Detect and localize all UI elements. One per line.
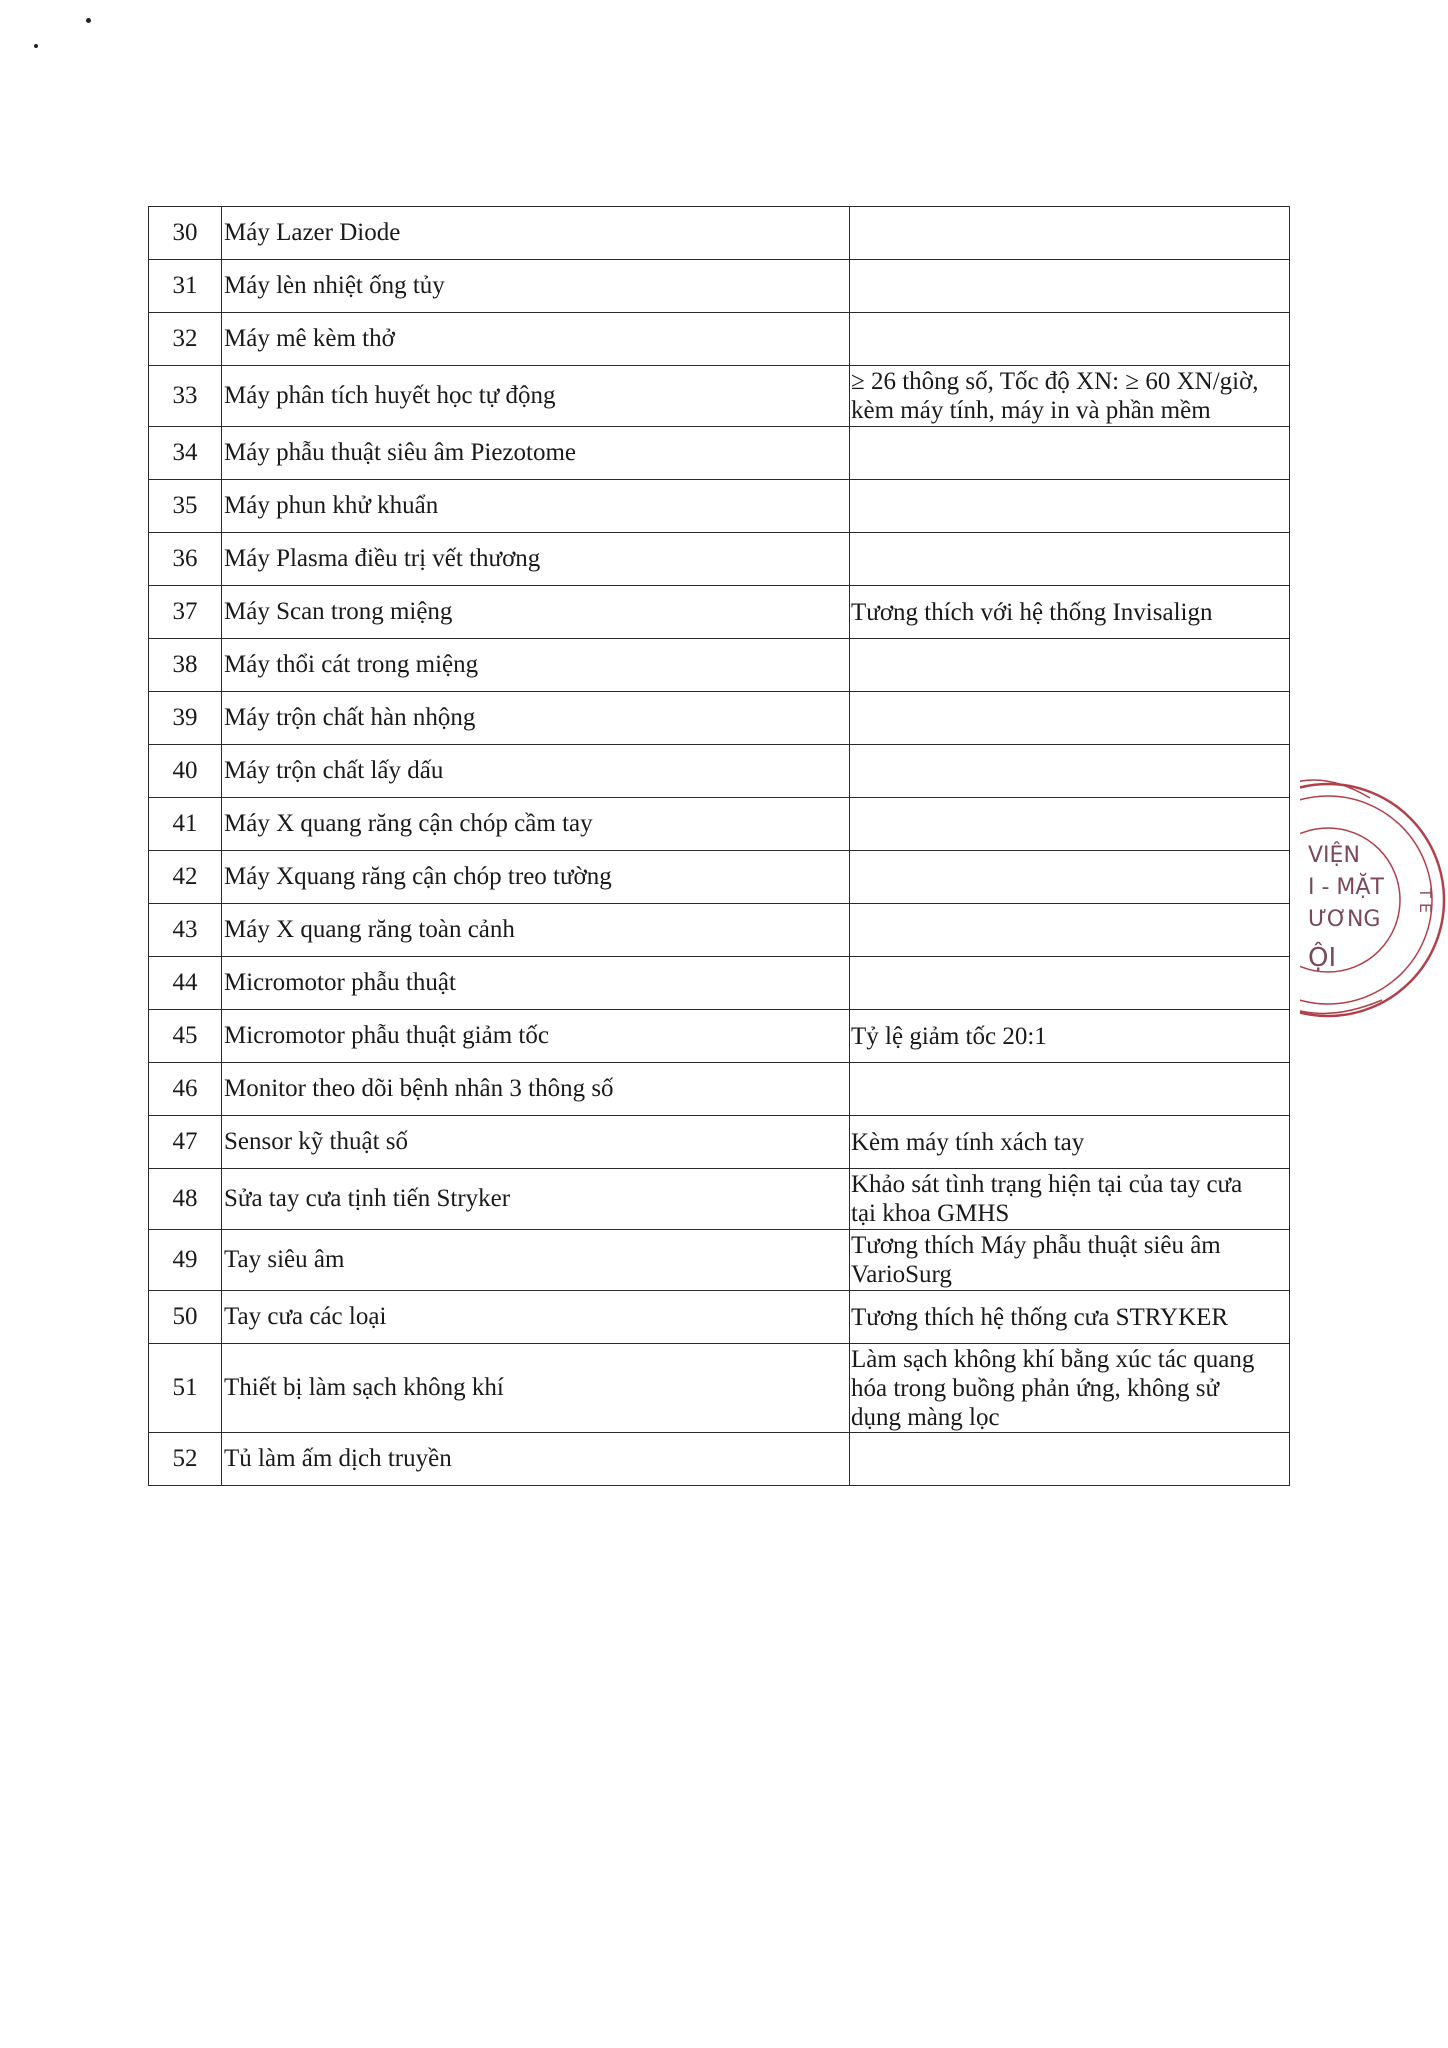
row-number: 30 bbox=[149, 207, 222, 260]
table-row bbox=[149, 1010, 1290, 1063]
row-number: 52 bbox=[149, 1433, 222, 1486]
equipment-name: Máy Lazer Diode bbox=[222, 207, 850, 260]
equipment-name: Monitor theo dõi bệnh nhân 3 thông số bbox=[222, 1063, 850, 1116]
row-number: 43 bbox=[149, 904, 222, 957]
table-row bbox=[149, 533, 1290, 586]
row-number: 48 bbox=[149, 1169, 222, 1230]
equipment-note bbox=[850, 1063, 1290, 1116]
equipment-name: Máy X quang răng cận chóp cầm tay bbox=[222, 798, 850, 851]
equipment-name: Máy Plasma điều trị vết thương bbox=[222, 533, 850, 586]
stamp-line: VIỆN bbox=[1308, 843, 1360, 868]
equipment-note: Làm sạch không khí bằng xúc tác quang hóa trong buồng phản ứng, không sử dụng màng lọc bbox=[850, 1344, 1290, 1433]
row-number: 49 bbox=[149, 1230, 222, 1291]
row-number: 31 bbox=[149, 260, 222, 313]
row-number: 47 bbox=[149, 1116, 222, 1169]
table-row bbox=[149, 1169, 1290, 1230]
table-row bbox=[149, 207, 1290, 260]
equipment-note: ≥ 26 thông số, Tốc độ XN: ≥ 60 XN/giờ, kèm máy tính, máy in và phần mềm bbox=[850, 366, 1290, 427]
equipment-note bbox=[850, 798, 1290, 851]
equipment-note bbox=[850, 260, 1290, 313]
equipment-name: Máy thổi cát trong miệng bbox=[222, 639, 850, 692]
table-row bbox=[149, 798, 1290, 851]
equipment-note bbox=[850, 692, 1290, 745]
equipment-name: Máy trộn chất hàn nhộng bbox=[222, 692, 850, 745]
row-number: 36 bbox=[149, 533, 222, 586]
equipment-name: Máy Xquang răng cận chóp treo tường bbox=[222, 851, 850, 904]
equipment-note bbox=[850, 313, 1290, 366]
row-number: 42 bbox=[149, 851, 222, 904]
equipment-note bbox=[850, 957, 1290, 1010]
stamp-line: ỘI bbox=[1308, 943, 1337, 973]
table-row bbox=[149, 366, 1290, 427]
equipment-note: Tương thích hệ thống cưa STRYKER bbox=[850, 1291, 1290, 1344]
stamp-line: ƯƠNG bbox=[1308, 907, 1381, 932]
equipment-name: Máy trộn chất lấy dấu bbox=[222, 745, 850, 798]
equipment-note bbox=[850, 904, 1290, 957]
equipment-name: Sensor kỹ thuật số bbox=[222, 1116, 850, 1169]
table-row bbox=[149, 427, 1290, 480]
equipment-name: Máy lèn nhiệt ống tủy bbox=[222, 260, 850, 313]
table-row bbox=[149, 957, 1290, 1010]
equipment-name: Tay siêu âm bbox=[222, 1230, 850, 1291]
official-stamp bbox=[1300, 770, 1448, 1040]
table-row bbox=[149, 851, 1290, 904]
row-number: 35 bbox=[149, 480, 222, 533]
equipment-name: Tay cưa các loại bbox=[222, 1291, 850, 1344]
table-row bbox=[149, 639, 1290, 692]
equipment-note bbox=[850, 427, 1290, 480]
row-number: 41 bbox=[149, 798, 222, 851]
table-row bbox=[149, 1344, 1290, 1433]
table-row bbox=[149, 1433, 1290, 1486]
table-row bbox=[149, 1116, 1290, 1169]
equipment-table bbox=[148, 206, 1290, 1486]
table-row bbox=[149, 904, 1290, 957]
row-number: 46 bbox=[149, 1063, 222, 1116]
table-row bbox=[149, 692, 1290, 745]
equipment-note: Tỷ lệ giảm tốc 20:1 bbox=[850, 1010, 1290, 1063]
equipment-name: Micromotor phẫu thuật giảm tốc bbox=[222, 1010, 850, 1063]
stamp-line: I - MẶT bbox=[1308, 875, 1384, 900]
row-number: 33 bbox=[149, 366, 222, 427]
equipment-name: Máy phun khử khuẩn bbox=[222, 480, 850, 533]
equipment-note bbox=[850, 207, 1290, 260]
equipment-name: Máy X quang răng toàn cảnh bbox=[222, 904, 850, 957]
table-row bbox=[149, 1291, 1290, 1344]
equipment-note bbox=[850, 745, 1290, 798]
row-number: 34 bbox=[149, 427, 222, 480]
equipment-note bbox=[850, 480, 1290, 533]
row-number: 51 bbox=[149, 1344, 222, 1433]
equipment-note: Khảo sát tình trạng hiện tại của tay cưa tại khoa GMHS bbox=[850, 1169, 1290, 1230]
row-number: 32 bbox=[149, 313, 222, 366]
table-row bbox=[149, 480, 1290, 533]
equipment-note: Kèm máy tính xách tay bbox=[850, 1116, 1290, 1169]
table-row bbox=[149, 1230, 1290, 1291]
table-row bbox=[149, 745, 1290, 798]
table-row bbox=[149, 313, 1290, 366]
equipment-name: Máy Scan trong miệng bbox=[222, 586, 850, 639]
equipment-name: Micromotor phẫu thuật bbox=[222, 957, 850, 1010]
row-number: 39 bbox=[149, 692, 222, 745]
equipment-note bbox=[850, 533, 1290, 586]
stamp-side-text: T E bbox=[1416, 888, 1435, 913]
row-number: 40 bbox=[149, 745, 222, 798]
equipment-name: Máy phân tích huyết học tự động bbox=[222, 366, 850, 427]
row-number: 38 bbox=[149, 639, 222, 692]
row-number: 44 bbox=[149, 957, 222, 1010]
equipment-name: Tủ làm ấm dịch truyền bbox=[222, 1433, 850, 1486]
row-number: 45 bbox=[149, 1010, 222, 1063]
equipment-name: Sửa tay cưa tịnh tiến Stryker bbox=[222, 1169, 850, 1230]
equipment-name: Thiết bị làm sạch không khí bbox=[222, 1344, 850, 1433]
equipment-name: Máy phẫu thuật siêu âm Piezotome bbox=[222, 427, 850, 480]
equipment-note: Tương thích Máy phẫu thuật siêu âm VarioSurg bbox=[850, 1230, 1290, 1291]
equipment-note bbox=[850, 851, 1290, 904]
scan-speck bbox=[34, 44, 38, 48]
equipment-note bbox=[850, 639, 1290, 692]
table-row bbox=[149, 1063, 1290, 1116]
row-number: 50 bbox=[149, 1291, 222, 1344]
row-number: 37 bbox=[149, 586, 222, 639]
scan-speck bbox=[86, 18, 91, 23]
equipment-note: Tương thích với hệ thống Invisalign bbox=[850, 586, 1290, 639]
equipment-note bbox=[850, 1433, 1290, 1486]
table-row bbox=[149, 586, 1290, 639]
equipment-name: Máy mê kèm thở bbox=[222, 313, 850, 366]
table-row bbox=[149, 260, 1290, 313]
